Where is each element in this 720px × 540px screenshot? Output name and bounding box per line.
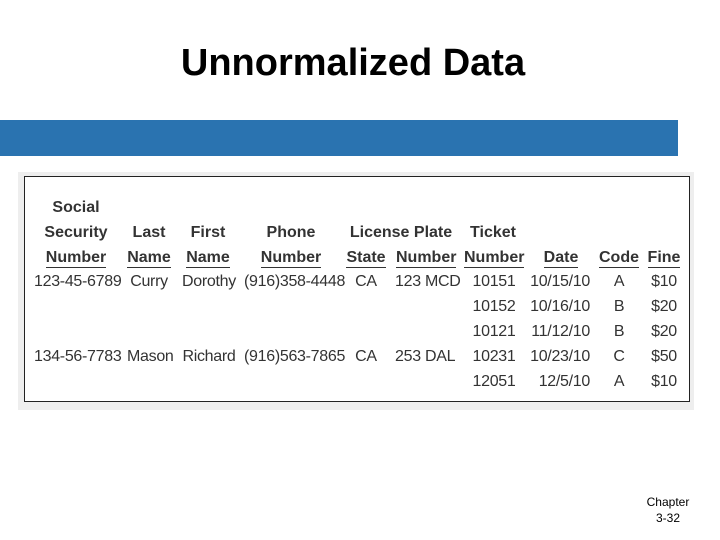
header-last-line2: Name bbox=[127, 249, 171, 266]
header-ticket-line1: Ticket bbox=[470, 224, 516, 241]
header-fine: Fine bbox=[647, 249, 681, 266]
cell-ticket: 10231 bbox=[472, 348, 516, 365]
cell-fine: $10 bbox=[651, 273, 677, 290]
cell-phone: (916)358-4448 bbox=[244, 273, 346, 290]
cell-ssn: 134-56-7783 bbox=[34, 348, 122, 365]
cell-ticket: 12051 bbox=[472, 373, 516, 390]
header-ssn-line2: Security bbox=[44, 224, 108, 241]
cell-date: 11/12/10 bbox=[531, 323, 590, 340]
header-license-plate: License Plate bbox=[349, 224, 453, 241]
cell-phone: (916)563-7865 bbox=[244, 348, 346, 365]
cell-ticket: 10152 bbox=[472, 298, 516, 315]
cell-first: Richard bbox=[182, 348, 236, 365]
cell-code: B bbox=[613, 323, 625, 340]
slide-footer bbox=[630, 494, 706, 526]
cell-state: CA bbox=[355, 273, 377, 290]
cell-date: 10/15/10 bbox=[530, 273, 590, 290]
header-last-line1: Last bbox=[132, 224, 166, 241]
title-bar bbox=[0, 120, 678, 156]
cell-fine: $20 bbox=[651, 298, 677, 315]
slide-title: Unnormalized Data bbox=[180, 42, 526, 84]
cell-fine: $20 bbox=[651, 323, 677, 340]
cell-ticket: 10121 bbox=[472, 323, 516, 340]
cell-ssn: 123-45-6789 bbox=[34, 273, 122, 290]
cell-code: C bbox=[613, 348, 625, 365]
header-ssn-line3: Number bbox=[45, 249, 107, 266]
header-state: State bbox=[346, 249, 386, 266]
cell-last: Mason bbox=[127, 348, 174, 365]
footer-page-number: 3-32 bbox=[655, 511, 681, 525]
cell-state: CA bbox=[355, 348, 377, 365]
header-phone-line2: Number bbox=[260, 249, 322, 266]
cell-plate: 123 MCD bbox=[395, 273, 461, 290]
cell-date: 10/23/10 bbox=[530, 348, 590, 365]
header-ticket-line2: Number bbox=[464, 249, 525, 266]
footer-chapter-label: Chapter bbox=[646, 495, 690, 509]
cell-last: Curry bbox=[130, 273, 168, 290]
cell-fine: $50 bbox=[651, 348, 677, 365]
cell-code: B bbox=[613, 298, 625, 315]
header-first-line1: First bbox=[190, 224, 226, 241]
header-date: Date bbox=[543, 249, 579, 266]
header-first-line2: Name bbox=[186, 249, 230, 266]
header-phone-line1: Phone bbox=[266, 224, 316, 241]
cell-plate: 253 DAL bbox=[395, 348, 456, 365]
cell-code: A bbox=[613, 273, 625, 290]
cell-date: 10/16/10 bbox=[530, 298, 590, 315]
header-plate-number: Number bbox=[396, 249, 457, 266]
cell-code: A bbox=[613, 373, 625, 390]
cell-date: 12/5/10 bbox=[538, 373, 590, 390]
cell-first: Dorothy bbox=[182, 273, 236, 290]
header-code: Code bbox=[599, 249, 639, 266]
cell-fine: $10 bbox=[651, 373, 677, 390]
cell-ticket: 10151 bbox=[472, 273, 516, 290]
header-ssn-line1: Social bbox=[52, 199, 100, 216]
